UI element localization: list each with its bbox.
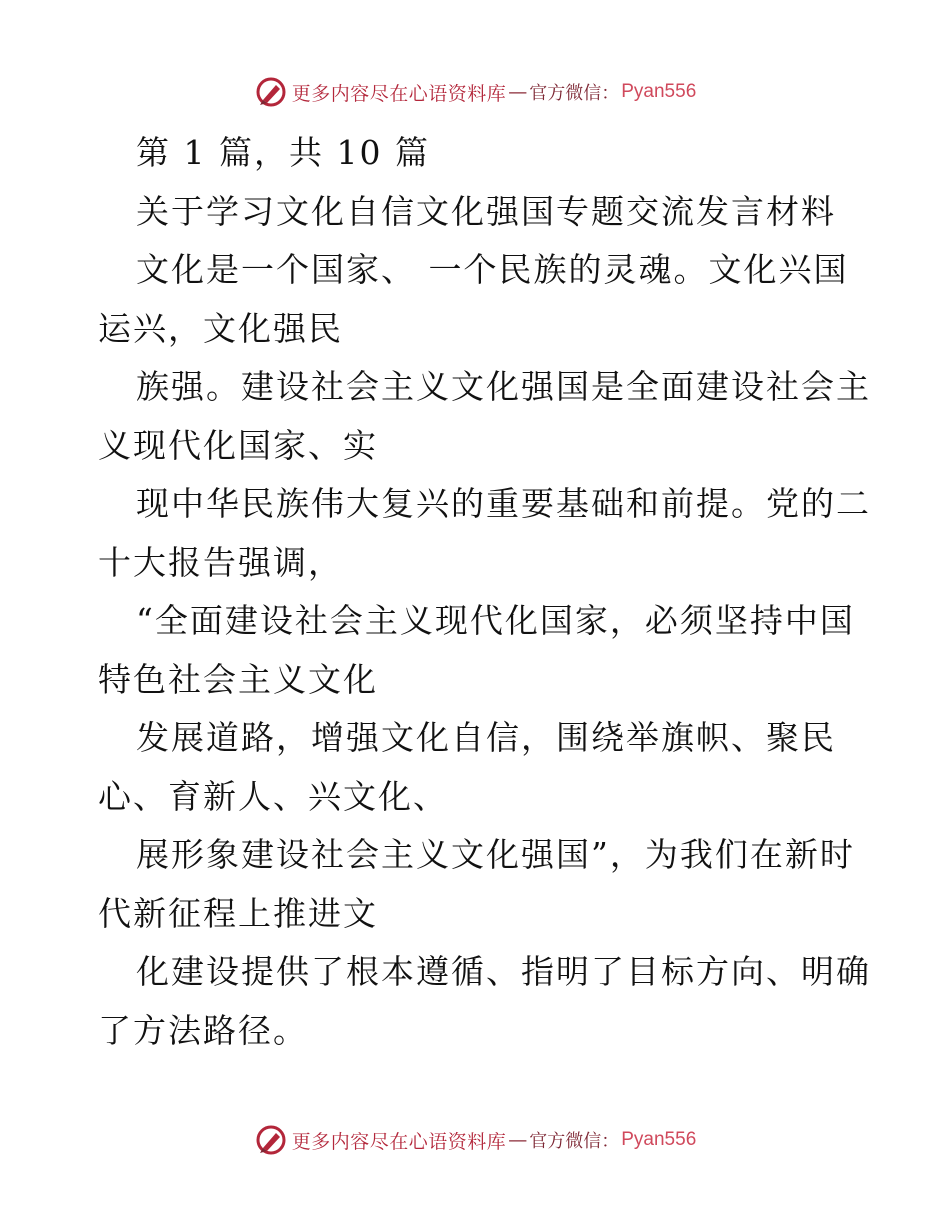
paragraph-line: 运兴，文化强民 xyxy=(98,308,343,348)
watermark-text: 更多内容尽在心语资料库 xyxy=(291,1130,507,1153)
watermark-label: 官方微信： xyxy=(529,1131,620,1152)
paragraph-line: “全面建设社会主义现代化国家，必须坚持中国 xyxy=(136,601,855,640)
header-watermark xyxy=(0,72,950,112)
paragraph-line: 代新征程上推进文 xyxy=(98,893,378,933)
watermark-id: Pyan556 xyxy=(621,81,697,102)
document-title: 关于学习文化自信文化强国专题交流发言材料 xyxy=(136,191,836,231)
pen-logo-icon xyxy=(254,75,288,109)
page-count-line: 第 1 篇，共 10 篇 xyxy=(136,133,430,172)
paragraph-line: 十大报告强调， xyxy=(98,542,343,582)
paragraph-line: 义现代化国家、实 xyxy=(98,425,378,465)
pen-logo-icon xyxy=(254,1123,288,1157)
paragraph-line: 了方法路径。 xyxy=(98,1010,308,1050)
watermark-id: Pyan556 xyxy=(621,1129,697,1150)
watermark-text: 更多内容尽在心语资料库 xyxy=(291,82,507,105)
paragraph-line: 发展道路，增强文化自信，围绕举旗帜、聚民 xyxy=(136,718,836,757)
paragraph-line: 族强。建设社会主义文化强国是全面建设社会主 xyxy=(136,367,871,406)
document-body xyxy=(98,124,871,1060)
paragraph-line: 化建设提供了根本遵循、指明了目标方向、明确 xyxy=(136,952,871,991)
paragraph-line: 展形象建设社会主义文化强国”，为我们在新时 xyxy=(136,835,855,874)
watermark-dash: — xyxy=(508,1129,528,1151)
paragraph-line: 现中华民族伟大复兴的重要基础和前提。党的二 xyxy=(136,484,871,523)
paragraph-line: 文化是一个国家、 一个民族的灵魂。文化兴国 xyxy=(136,250,849,289)
watermark-label: 官方微信： xyxy=(529,83,620,104)
footer-watermark xyxy=(0,1120,950,1160)
paragraph-line: 心、育新人、兴文化、 xyxy=(98,776,448,816)
paragraph-line: 特色社会主义文化 xyxy=(98,659,378,699)
watermark-dash: — xyxy=(508,81,528,103)
